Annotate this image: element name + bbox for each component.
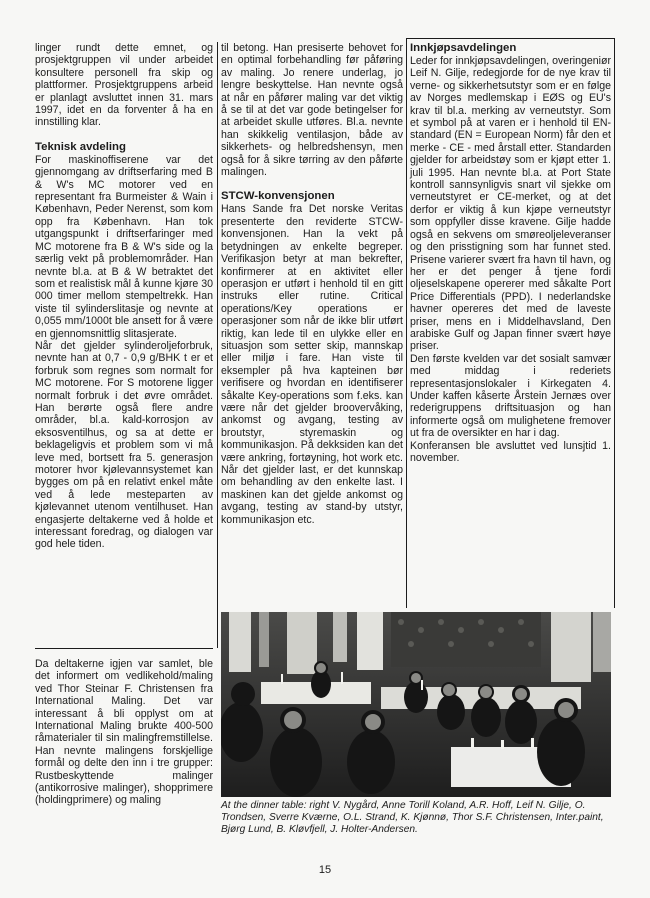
stcw-paragraph: Hans Sande fra Det norske Veritas presenterte den reviderte STCW-konvensjonen. Han la vekt på betydningen av enkelte begreper. Verifikasjon betyr at man bekrefter, konfirmerer at en aktivitet eller operasjon er utført i henhold til en gitt instruks eller rutine. Critical operations/Key operations er operasjoner som når de ikke blir utført riktig, kan lede til en ulykke eller en situasjon som setter skip, mannskap eller miljø i fare. Han viste til eksempler på hva kapteinen bør verifisere og hvordan en identifiserer såkalte Key-operations som f.eks. kan være når det gjelder broovervåking, ankomst og avgang, testing av broutstyr, styremaskin og kommunikasjon. På dekksiden kan det være ankring, fortøyning, hot work etc. Når det gjelder last, er det kunnskap om behandling av den enkelte last. I maskinen kan det gjelde ankomst og avgang, testing av stand-by utstyr, kommunikasjon etc. bbox=[221, 203, 403, 526]
intro-paragraph: linger rundt dette emnet, og prosjektgruppen vil under arbeidet konsultere personell fra skip og plattformer. Prosjektgruppens arbeid er planlagt avsluttet innen 31. mars 1997, idet en da forventer å ha en innstilling klar. bbox=[35, 42, 213, 129]
photo-caption: At the dinner table: right V. Nygård, Anne Torill Koland, A.R. Hoff, Leif N. Gilje, O. Trondsen, Sverre Kværne, O.L. Strand, K. Kjønnø, Thor S.F. Christensen, Inter.paint, Bjørg Lund, B. Kløvfjell, J. Holter-Andersen. bbox=[221, 800, 604, 835]
innkjop-paragraph: Den første kvelden var det sosialt samvær med middag i rederiets representasjonslokaler i Kirkegaten 4. Under kaffen kåserte Årstein Jernæs over rederigruppens driftsituasjon og han informerte også om mulighetene fremover ut fra de oversikter en har i dag. bbox=[410, 352, 611, 440]
heading-stcw-konvensjonen: STCW-konvensjonen bbox=[221, 190, 335, 203]
heading-innkjopsavdelingen: Innkjøpsavdelingen bbox=[410, 42, 517, 54]
heading-teknisk-avdeling: Teknisk avdeling bbox=[35, 140, 126, 153]
maling-continued-paragraph: til betong. Han presiserte behovet for en optimal forbehandling før påføring av maling. Jo renere underlag, jo lengre beskyttelse. Han nevnte også at når en påfører maling var det viktig å se til at det var gode betingelser for at arbeidet skulle utføres. Bl.a. nevnte han skikkelig ventilasjon, både av sikkerhets- og helbredshensyn, men også for å sikre tørring av den påførte malingen. bbox=[221, 42, 403, 179]
box-right-rule bbox=[614, 38, 615, 608]
innkjop-paragraph: Leder for innkjøpsavdelingen, overingeniør Leif N. Gilje, redegjorde for de nye krav til verne- og sikkerhetsutstyr som er en følge av Norges medlemskap i EØS og EU's krav til bl.a. merking av verneutstyr. Som et symbol på at varen er i henhold til EN-standard (EN = European Norm) får den et merke - CE - med årstall etter. Standarden gjelder for arbeidstøy som er kjøpt etter 1. juli 1995. Han nevnte bl.a. at Port State kontroll sannsynligvis snart vil sjekke om verneutstyret er CE-merket, og at det derfor er viktig å kun kjøpe verneutstyr som oppfyller disse kravene. Gilje hadde også en sekvens om smøreoljeleveranser og den prisstigning som har funnet sted. Prisene varierer svært fra havn til havn, og her er det penger å tjene fordi oljeselskapene opererer med såkalte Port Price Differentials (PPD). I nederlandske havner opereres det med de laveste priser, mens en i Middelhavsland, Den arabiske Gulf og Japan finner svært høye priser. bbox=[410, 55, 611, 353]
teknisk-paragraph: Når det gjelder sylinderoljeforbruk, nevnte han at 0,7 - 0,9 g/BHK t er et forbruk som regnes som normalt for MC motorene. For S motorene ligger normalt forbruk i det øvre området. Han berørte også flere andre områder, bl.a. kald-korrosjon av eksosventilhus, og sa at dette er beklageligvis et problem som vi må leve med, bortsett fra 5. generasjon motorer hvor kjølevannsystemet kan bygges om på en relativt enkel måte ved å lede mesteparten av kjølevannet utenom ventilhuset. Han engasjerte deltakerne ved å holde et interessant foredrag, og dialogen var god hele tiden. bbox=[35, 339, 213, 551]
column-1 bbox=[35, 42, 213, 551]
dinner-photo bbox=[221, 612, 611, 797]
teknisk-paragraph: For maskinoffiserene var det gjennomgang av driftserfaring med B & W's MC motorer ved en representant fra Burmeister & Wain i København, Peder Nerenst, som kom opp fra København. Han tok utgangspunkt i driftserfaringer med MC motorene fra B & W's side og la særlig vekt på problemområder. Han nevnte bl.a. at B & W betraktet det som et realistisk mål å kunne kjøre 30 000 timer mellom stempeltrekk. Han viste til sylinderslitasje og nevnte at 0,055 mm/1000t ble ansett for å være en gjennomsnittlig slitasjerate. bbox=[35, 153, 213, 340]
box-top-rule bbox=[406, 38, 614, 39]
column-1-bottom bbox=[35, 658, 213, 807]
dinner-photo-image bbox=[221, 612, 611, 797]
column-2 bbox=[221, 42, 403, 526]
column-3 bbox=[410, 42, 611, 464]
section-divider bbox=[35, 648, 213, 649]
maling-paragraph: Da deltakerne igjen var samlet, ble det informert om vedlikehold/maling ved Thor Steinar F. Christensen fra International Maling. Det var interessant å bli opplyst om at International Maling brukte 400-500 råmaterialer til sin malingfremstillelse. Han nevnte malingens forskjellige formål og delte den inn i tre grupper: Rustbeskyttende malinger (antikorrosive malinger), shopprimere (holdingprimere) og maling bbox=[35, 658, 213, 807]
innkjop-paragraph: Konferansen ble avsluttet ved lunsjtid 1. november. bbox=[410, 439, 611, 464]
column-divider bbox=[217, 42, 218, 648]
page-number: 15 bbox=[318, 864, 332, 876]
column-divider bbox=[406, 38, 407, 608]
